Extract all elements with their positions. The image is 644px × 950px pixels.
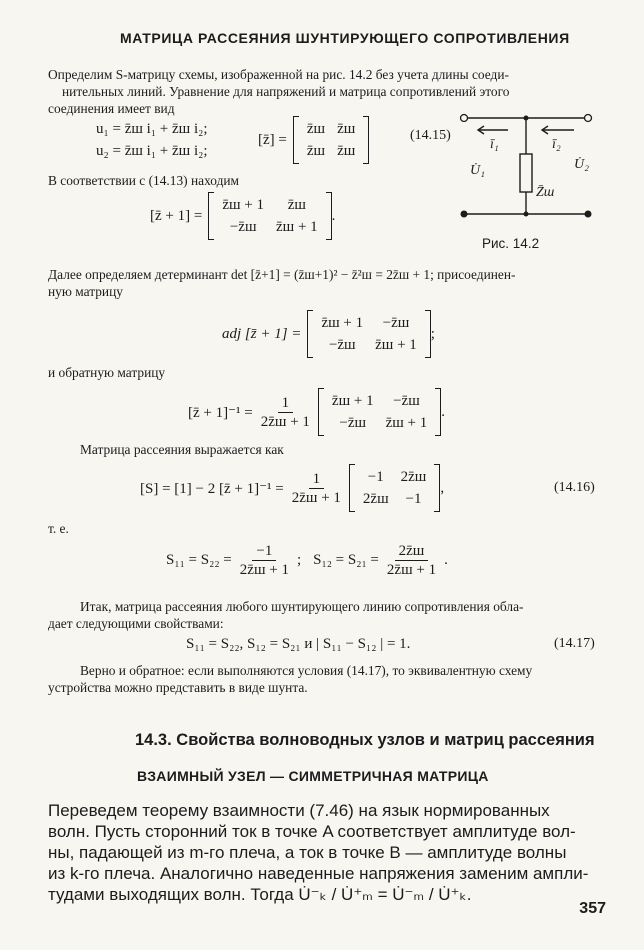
fraction <box>257 394 314 431</box>
matrix-cell: −1 <box>405 491 422 507</box>
punct: ; <box>296 552 302 568</box>
body-line-4: из k-го плеча. Аналогично наведенные напряжения заменим ампли- <box>48 864 589 883</box>
det-line-2: ную матрицу <box>48 284 123 299</box>
adj-matrix <box>307 310 430 358</box>
matrix-cell: −z̄ш <box>229 219 257 235</box>
s-lhs: [S] = [1] − 2 [z̄ + 1]⁻¹ = <box>140 480 284 497</box>
determinant-paragraph <box>48 266 618 300</box>
body-paragraph <box>48 800 618 905</box>
eq-u1: u₁ = z̄ш i₁ + z̄ш i₂; <box>96 121 208 137</box>
figure-caption: Рис. 14.2 <box>482 236 540 251</box>
fraction-numerator: 1 <box>309 470 325 489</box>
equation-number-14-16: (14.16) <box>554 480 595 495</box>
equation-number-14-15: (14.15) <box>410 128 451 143</box>
equation-s-elements <box>166 542 448 579</box>
terminal-top-left <box>461 115 468 122</box>
z-matrix <box>293 116 369 164</box>
fraction <box>383 542 440 579</box>
intro-line-2: нительных линий. Уравнение для напряжений и матрица сопротивлений этого <box>62 84 510 99</box>
punct: . <box>441 403 445 420</box>
itak-line-2: дает следующими свойствами: <box>48 616 224 631</box>
itak-paragraph <box>48 598 608 632</box>
equation-14-16 <box>140 464 444 512</box>
punct: . <box>444 552 448 568</box>
fraction-denominator: 2z̄ш + 1 <box>386 562 437 578</box>
matrix-cell: z̄ш + 1 <box>321 315 364 331</box>
adj-lhs: adj [z̄ + 1] = <box>222 325 302 342</box>
intro-line-3: соединения имеет вид <box>48 101 175 116</box>
matrix-cell: z̄ш <box>287 197 306 213</box>
fraction-denominator: 2z̄ш + 1 <box>260 413 310 430</box>
equation-adj <box>222 310 435 358</box>
matrix-cell: 2z̄ш <box>362 491 389 507</box>
eq-u2: u₂ = z̄ш i₁ + z̄ш i₂; <box>96 143 208 159</box>
matrix-cell: z̄ш <box>337 121 356 137</box>
body-line-3: ны, падающей из m-го плеча, а ток в точке B — амплитуде волны <box>48 843 567 862</box>
matrix-cell: z̄ш + 1 <box>331 393 374 409</box>
text-scatter: Матрица рассеяния выражается как <box>80 442 284 457</box>
fraction-numerator: 2z̄ш <box>395 542 429 561</box>
fraction-denominator: 2z̄ш + 1 <box>239 562 289 578</box>
terminal-top-right <box>585 115 592 122</box>
converse-paragraph <box>48 662 618 696</box>
label-u1: U̇₁ <box>470 163 485 178</box>
inverse-matrix <box>318 388 441 436</box>
label-i2: ī₂ <box>552 137 561 152</box>
body-line-1: Переведем теорему взаимности (7.46) на язык нормированных <box>48 801 550 820</box>
matrix-cell: z̄ш + 1 <box>375 337 417 353</box>
equation-14-15-matrix <box>258 116 369 164</box>
punct: . <box>331 207 336 224</box>
junction-top <box>524 116 529 121</box>
s11-lhs: S₁₁ = S₂₂ = <box>166 552 232 568</box>
matrix-cell: z̄ш <box>337 143 356 159</box>
label-u2: U̇₂ <box>574 157 589 172</box>
matrix-cell: −z̄ш <box>339 415 367 431</box>
matrix-cell: −z̄ш <box>382 315 410 331</box>
punct: ; <box>430 325 435 342</box>
fraction-numerator: −1 <box>252 542 276 561</box>
s-matrix <box>349 464 440 512</box>
equation-inverse <box>188 388 445 436</box>
subsection-heading: ВЗАИМНЫЙ УЗЕЛ — СИММЕТРИЧНАЯ МАТРИЦА <box>137 768 489 784</box>
text-find: В соответствии с (14.13) находим <box>48 173 240 188</box>
fraction-numerator: 1 <box>278 394 294 413</box>
matrix-cell: z̄ш <box>306 121 326 137</box>
intro-line-1: Определим S-матрицу схемы, изображенной на рис. 14.2 без учета длины соеди- <box>48 67 509 82</box>
label-i1: ī₁ <box>490 137 499 152</box>
circuit-figure <box>456 112 606 227</box>
body-line-5: тудами выходящих волн. Тогда U̇⁻ₖ / U̇⁺ₘ = U̇⁻ₘ / U̇⁺ₖ. <box>48 885 472 904</box>
junction-bottom <box>524 212 529 217</box>
converse-line-2: устройства можно представить в виде шунта. <box>48 680 308 695</box>
matrix-cell: −z̄ш <box>328 337 356 353</box>
matrix-cell: −1 <box>367 469 384 485</box>
matrix-cell: −z̄ш <box>393 393 420 409</box>
matrix-cell: z̄ш + 1 <box>276 219 318 235</box>
fraction-denominator: 2z̄ш + 1 <box>291 489 341 506</box>
inverse-lhs: [z̄ + 1]⁻¹ = <box>188 404 253 421</box>
text-ie: т. е. <box>48 521 69 536</box>
section-heading: 14.3. Свойства волноводных узлов и матриц рассеяния <box>135 731 595 749</box>
terminal-bottom-right <box>585 211 592 218</box>
matrix-cell: 2z̄ш <box>400 469 427 485</box>
s12-lhs: S₁₂ = S₂₁ = <box>313 552 379 568</box>
label-z: Z̄ш <box>536 185 555 200</box>
equation-z-plus-1 <box>150 192 335 240</box>
terminal-bottom-left <box>461 211 468 218</box>
matrix-lhs: [z̄] = <box>258 131 287 148</box>
shunt-resistor <box>520 154 532 192</box>
page-number: 357 <box>579 900 606 917</box>
running-header: МАТРИЦА РАССЕЯНИЯ ШУНТИРУЮЩЕГО СОПРОТИВЛЕНИЯ <box>120 30 570 46</box>
det-line-1: Далее определяем детерминант det [z̄+1] = (z̄ш+1)² − z̄²ш = 2z̄ш + 1; присоединен- <box>48 267 516 282</box>
equation-14-17: S₁₁ = S₂₂, S₁₂ = S₂₁ и | S₁₁ − S₁₂ | = 1. <box>186 636 411 652</box>
itak-line-1: Итак, матрица рассеяния любого шунтирующего линию сопротивления обла- <box>80 599 524 614</box>
matrix-cell: z̄ш <box>306 143 326 159</box>
body-line-2: волн. Пусть сторонний ток в точке A соответствует амплитуде вол- <box>48 822 576 841</box>
punct: , <box>440 479 445 496</box>
matrix-cell: z̄ш + 1 <box>222 197 264 213</box>
z-plus-1-lhs: [z̄ + 1] = <box>150 207 203 224</box>
converse-line-1: Верно и обратное: если выполняются условия (14.17), то эквивалентную схему <box>80 663 533 678</box>
equation-number-14-17: (14.17) <box>554 636 595 651</box>
fraction <box>236 542 293 579</box>
z-plus-1-matrix <box>208 192 331 240</box>
equation-14-15-system <box>96 118 208 162</box>
matrix-cell: z̄ш + 1 <box>385 415 428 431</box>
intro-paragraph <box>48 66 608 117</box>
text-inverse: и обратную матрицу <box>48 365 166 380</box>
fraction <box>288 470 345 507</box>
